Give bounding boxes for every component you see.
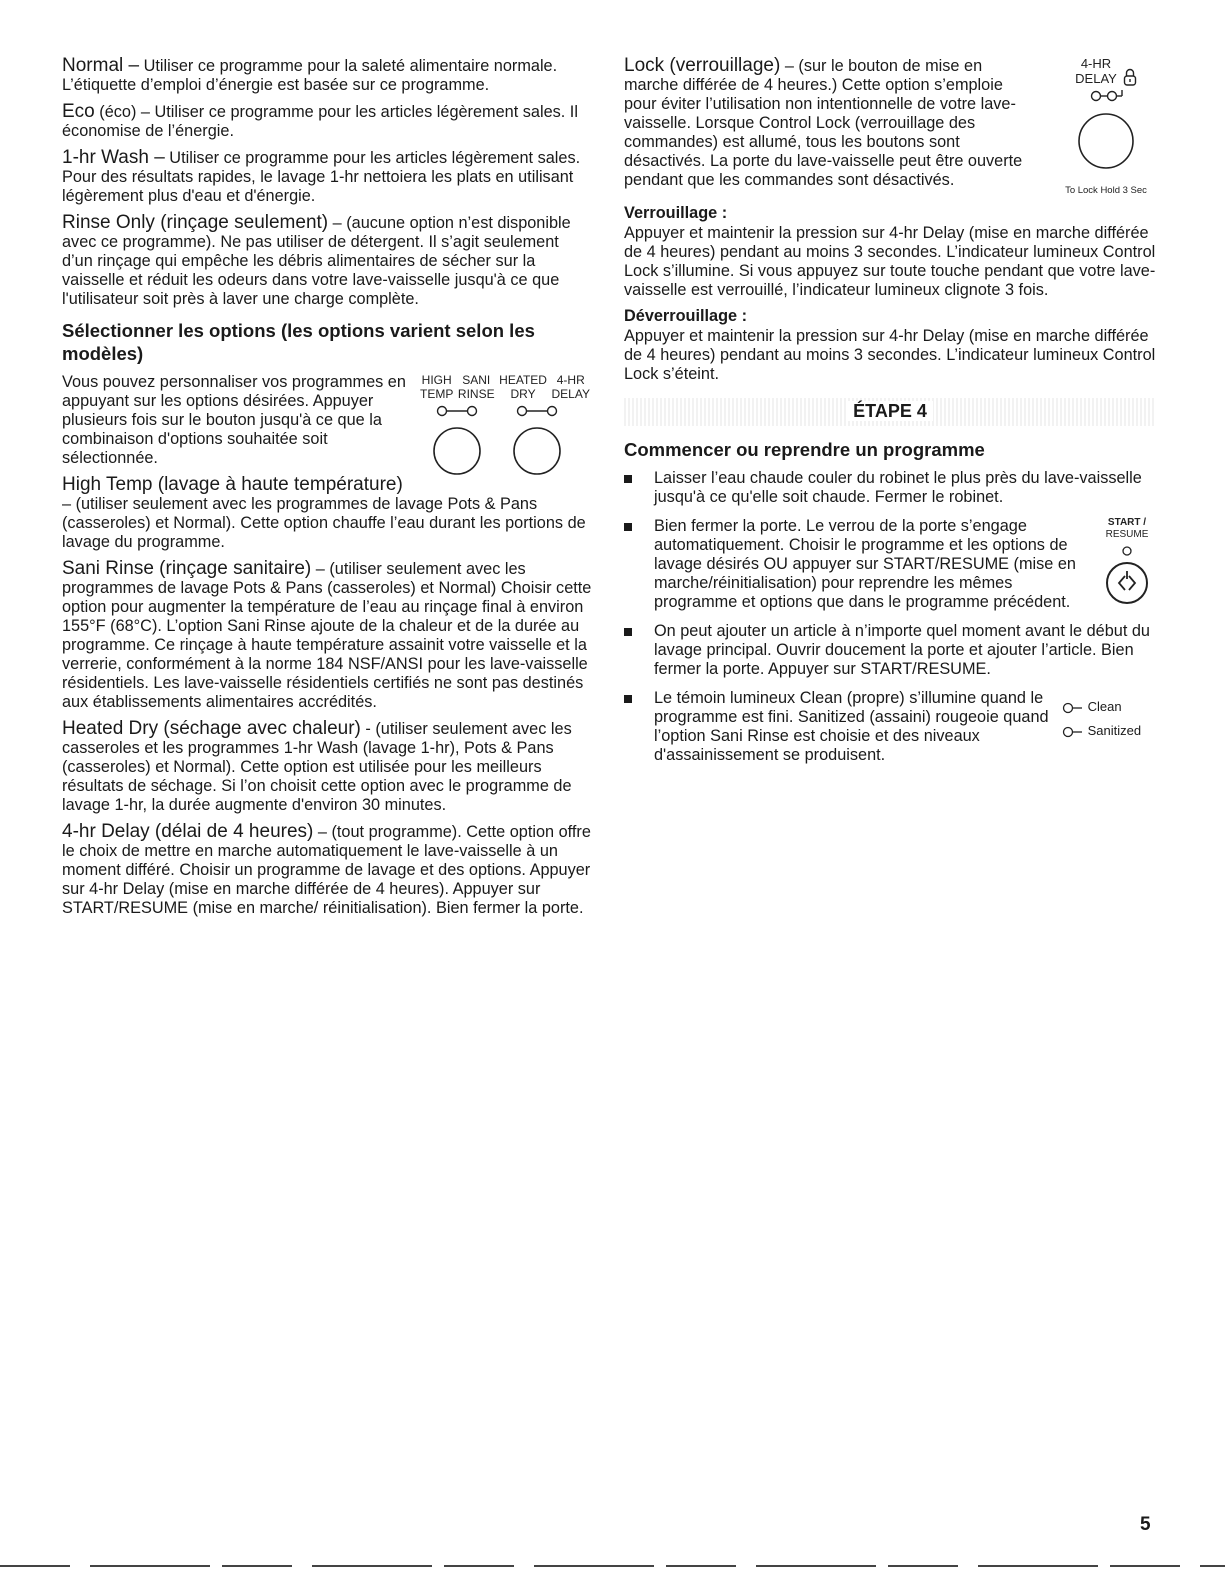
status-indicators [1062, 695, 1156, 743]
lock-block [624, 55, 1156, 196]
list-item: Clean Sanitized Le témoin lumineux Clean (propre) s’illumine quand le programme est fini. Sanitized (assaini) rougeoie quand l’option Sani Rinse est choisie et des niveaux d'assainissement se produisent. [624, 689, 1156, 765]
eco-paren: (éco) [94, 103, 137, 121]
wash-text: Utiliser ce programme pour les articles légèrement sales. Pour des résultats rapides, le lavage 1-hr nettoiera les plats en utilisant légèrement plus d'eau et d'énergie. [62, 149, 581, 205]
list-item: START / RESUME Bien fermer la porte. Le verrou de la porte s’engage automatiquement. Choisir le programme et les options de lavage désirés OU appuyer sur START/RESUME (mise en marche/réinitialisation) pour reprendre les mêmes programme et options que dans le programme précédent. [624, 517, 1156, 612]
option-buttons-graphic [420, 401, 590, 479]
heateddry-title: Heated Dry (séchage avec chaleur) [62, 718, 361, 739]
deverrouillage-text: Appuyer et maintenir la pression sur 4-hr Delay (mise en marche différée de 4 heures) pendant au moins 3 secondes. L’indicateur lumineux Control Lock s’éteint. [624, 327, 1156, 383]
label-high-temp: HIGH TEMP [420, 373, 454, 401]
step-label: ÉTAPE 4 [847, 401, 933, 421]
delay-paragraph [62, 822, 592, 918]
eco-text: – Utiliser ce programme pour les articles légèrement sales. Il économise de l’énergie. [62, 103, 578, 140]
rinse-paragraph [62, 213, 592, 309]
start-resume-button[interactable] [1107, 563, 1147, 603]
button-left[interactable] [434, 428, 480, 474]
lock-indicator-pair [1092, 90, 1123, 101]
lock-button-graphic [1056, 86, 1156, 176]
normal-text: Utiliser ce programme pour la saleté alimentaire normale. L’étiquette d’emploi d’énergie est basée sur ce programme. [62, 57, 558, 94]
start-resume-label: START / RESUME [1105, 517, 1149, 540]
delay-lock-button[interactable] [1079, 114, 1133, 168]
hightemp-text: – (utiliser seulement avec les programmes de lavage Pots & Pans (casseroles) et Normal). Cette option chauffe l’eau durant les portions de lavage du programme. [62, 495, 586, 551]
sanitized-indicator: Sanitized [1062, 719, 1156, 743]
start-resume-graphic [1098, 541, 1156, 607]
hightemp-paragraph [62, 475, 592, 552]
options-heading: Sélectionner les options (les options varient selon les modèles) [62, 320, 535, 364]
indicator-pair-left [438, 407, 477, 416]
label-sani-rinse: SANI RINSE [457, 373, 495, 401]
sanirinse-paragraph [62, 559, 592, 712]
lock-caption: To Lock Hold 3 Sec [1065, 185, 1147, 196]
indicator-light-icon [1062, 702, 1084, 714]
right-column [624, 56, 1156, 775]
lock-button-figure [1056, 56, 1156, 200]
heateddry-text: - (utiliser seulement avec les casseroles et les programmes 1-hr Wash (lavage 1-hr), Pots & Pans (casseroles) et Normal). Cette option est utilisée pour les meilleurs résultats de séchage. Si l’on choisit cette option avec le programme de lavage 1-hr, la durée augmente d'environ 30 minutes. [62, 720, 572, 814]
rinse-title: Rinse Only (rinçage seulement) [62, 212, 329, 233]
padlock-icon [1123, 68, 1137, 86]
sanirinse-text: – (utiliser seulement avec les programmes de lavage Pots & Pans (casseroles) et Normal) Choisir cette option pour augmenter la température de l’eau au rinçage final à environ 155°F (68°C). L’option Sani Rinse ajoute de la chaleur et de la durée au programme. Ce rinçage à haute température assainit votre vaisselle et la verrerie, conformément à la norme 184 NSF/ANSI pour les lave-vaisselle résidentiels. Les lave-vaisselle résidentiels certifiés ne sont pas destinés aux établissements alimentaires accrédités. [62, 560, 592, 711]
lock-text: – (sur le bouton de mise en marche différée de 4 heures.) Cette option s’emploie pour éviter l’utilisation non intentionnelle de votre lave-vaisselle. Lorsque Control Lock (verrouillage des commandes) est allumé, tous les boutons sont désactivés. La porte du lave-vaisselle peut être ouverte pendant que les commandes sont désactivés. [624, 57, 1023, 189]
rinse-text: – (aucune option n’est disponible avec ce programme). Ne pas utiliser de détergent. Il s’agit seulement d’un rinçage qui empêche les débris alimentaires de sécher sur la vaisselle et réduit les odeurs dans votre lave-vaisselle jusqu'à ce que l'utilisateur soit près à laver une charge complète. [62, 214, 571, 308]
left-column [62, 56, 592, 925]
verrouillage-heading: Verrouillage : [624, 204, 728, 222]
step-banner [624, 398, 1156, 426]
clean-indicator: Clean [1062, 695, 1156, 719]
hightemp-title: High Temp (lavage à haute température) [62, 474, 403, 495]
label-4hr-delay: 4-HR DELAY [551, 373, 590, 401]
list-item: Laisser l’eau chaude couler du robinet le plus près du lave-vaisselle jusqu'à ce qu'elle soit chaude. Fermer le robinet. [624, 469, 1156, 507]
deverrouillage-heading: Déverrouillage : [624, 307, 748, 325]
button-right[interactable] [514, 428, 560, 474]
lock-title: Lock (verrouillage) [624, 55, 781, 76]
heateddry-paragraph [62, 719, 592, 815]
start-heading: Commencer ou reprendre un programme [624, 439, 985, 460]
wash-title: 1-hr Wash – [62, 147, 165, 168]
delay-text: – (tout programme). Cette option offre le choix de mettre en marche automatiquement le lave-vaisselle à un moment différé. Choisir un programme de lavage et des options. Appuyer sur 4-hr Delay (mise en marche différée de 4 heures). Appuyer sur START/RESUME (mise en marche/ réinitialisation). Bien fermer la porte. [62, 823, 591, 917]
eco-paragraph [62, 102, 592, 141]
page-number: 5 [1140, 1514, 1151, 1535]
start-list [624, 469, 1156, 765]
options-intro: Vous pouvez personnaliser vos programmes en appuyant sur les options désirées. Appuyer plusieurs fois sur le bouton jusqu'à ce que la combinaison d'options souhaitée soit sélectionnée. [62, 373, 406, 467]
delay-title: 4-hr Delay (délai de 4 heures) [62, 821, 314, 842]
eco-title: Eco [62, 101, 95, 122]
list-item: On peut ajouter un article à n’importe quel moment avant le début du lavage principal. Ouvrir doucement la porte et ajouter l’article. Bien fermer la porte. Appuyer sur START/RESUME. [624, 622, 1156, 679]
wash-paragraph [62, 148, 592, 206]
options-block [62, 373, 592, 552]
indicator-pair-right [518, 407, 557, 416]
start-resume-figure [1098, 517, 1156, 612]
lock-button-label: 4-HR DELAY [1075, 56, 1117, 86]
normal-paragraph [62, 56, 592, 95]
bottom-rule [0, 1565, 1225, 1567]
options-panel-figure [420, 373, 590, 484]
normal-title: Normal – [62, 55, 140, 76]
start-indicator [1123, 547, 1131, 555]
label-heated-dry: HEATED DRY [499, 373, 547, 401]
indicator-light-icon [1062, 726, 1084, 738]
sanirinse-title: Sani Rinse (rinçage sanitaire) [62, 558, 312, 579]
verrouillage-text: Appuyer et maintenir la pression sur 4-hr Delay (mise en marche différée de 4 heures) pendant au moins 3 secondes. L’indicateur lumineux Control Lock s’illumine. Si vous appuyez sur toute touche pendant que votre lave-vaisselle est verrouillé, l’indicateur lumineux clignote 3 fois. [624, 224, 1156, 299]
